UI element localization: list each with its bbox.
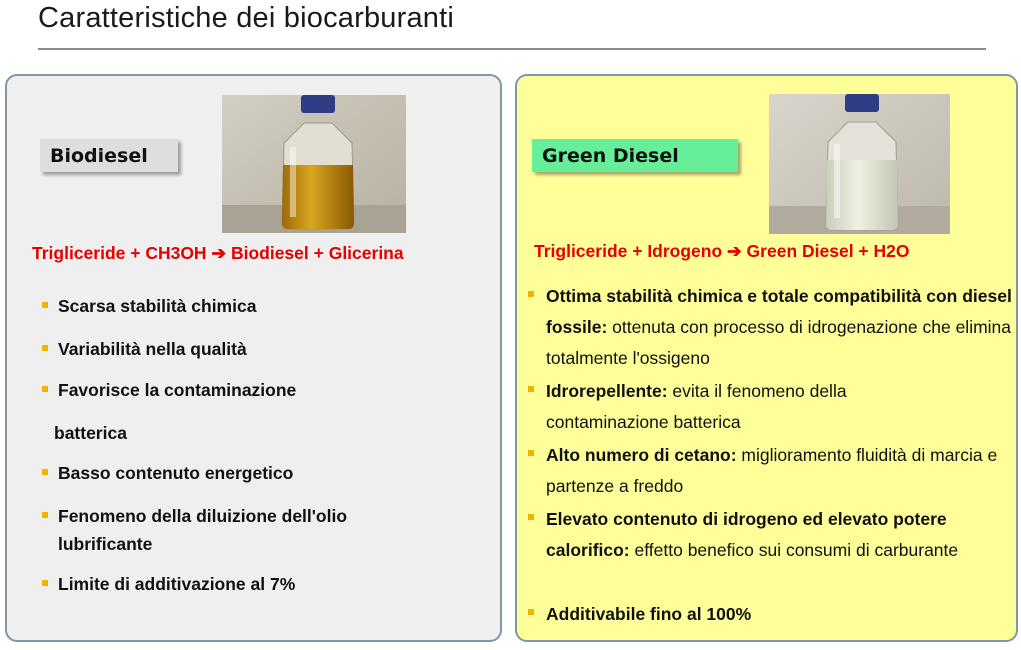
green-diesel-label-text: Green Diesel <box>542 144 679 167</box>
green-diesel-item-4 <box>546 504 1016 566</box>
biodiesel-bottle-image <box>222 95 406 233</box>
green-diesel-item-2 <box>546 376 966 438</box>
bullet-marker <box>42 580 48 586</box>
biodiesel-label <box>40 139 178 172</box>
bullet-marker <box>42 386 48 392</box>
biodiesel-bullet-5: Fenomeno della diluizione dell'olio <box>58 506 348 526</box>
biodiesel-label-text: Biodiesel <box>50 144 148 167</box>
green-diesel-item-5 <box>546 599 1016 630</box>
item-2-bold: Idrorepellente: <box>546 381 668 401</box>
bottle-clear-icon <box>769 94 950 234</box>
item-1-bold: Ottima stabilità chimica e totale compatibilità con diesel fossile: <box>546 286 1012 337</box>
biodiesel-bullet-3-cont: batterica <box>54 423 127 443</box>
item-4-bold: Elevato contenuto di idrogeno ed elevato potere calorifico: <box>546 509 947 560</box>
item-5-bold: Additivabile fino al 100% <box>546 604 752 624</box>
item-3-bold: Alto numero di cetano: <box>546 445 737 465</box>
biodiesel-bullet-2: Variabilità nella qualità <box>58 339 247 359</box>
bullet-marker <box>42 512 48 518</box>
green-diesel-item-1 <box>546 281 1016 374</box>
bullet-marker <box>528 291 534 297</box>
bullet-marker <box>528 609 534 615</box>
item-2-text: evita il fenomeno della contaminazione batterica <box>546 381 847 432</box>
green-diesel-item-3 <box>546 440 1016 502</box>
bullet-marker <box>528 450 534 456</box>
green-diesel-bottle-image <box>769 94 950 234</box>
item-4-text: effetto benefico sui consumi di carburante <box>629 540 959 560</box>
biodiesel-bullet-3: Favorisce la contaminazione <box>58 380 297 400</box>
biodiesel-bullet-6: Limite di additivazione al 7% <box>58 574 296 594</box>
bullet-marker <box>42 469 48 475</box>
biodiesel-bullet-1: Scarsa stabilità chimica <box>58 296 257 316</box>
item-3-text: miglioramento fluidità di marcia e partenze a freddo <box>546 445 998 496</box>
biodiesel-bullet-4: Basso contenuto energetico <box>58 463 294 483</box>
page-title: Caratteristiche dei biocarburanti <box>38 2 455 34</box>
title-divider <box>38 48 986 50</box>
item-1-text: ottenuta con processo di idrogenazione che elimina totalmente l'ossigeno <box>546 317 1012 368</box>
bullet-marker <box>42 345 48 351</box>
biodiesel-bullet-5-cont: lubrificante <box>58 534 153 554</box>
bullet-marker <box>528 386 534 392</box>
bullet-marker <box>528 514 534 520</box>
bullet-marker <box>42 302 48 308</box>
green-diesel-label <box>532 139 738 172</box>
green-diesel-reaction: Trigliceride + Idrogeno ➔ Green Diesel + H2O <box>534 241 910 261</box>
bottle-yellow-icon <box>222 95 406 233</box>
biodiesel-reaction: Trigliceride + CH3OH ➔ Biodiesel + Glicerina <box>32 243 404 263</box>
